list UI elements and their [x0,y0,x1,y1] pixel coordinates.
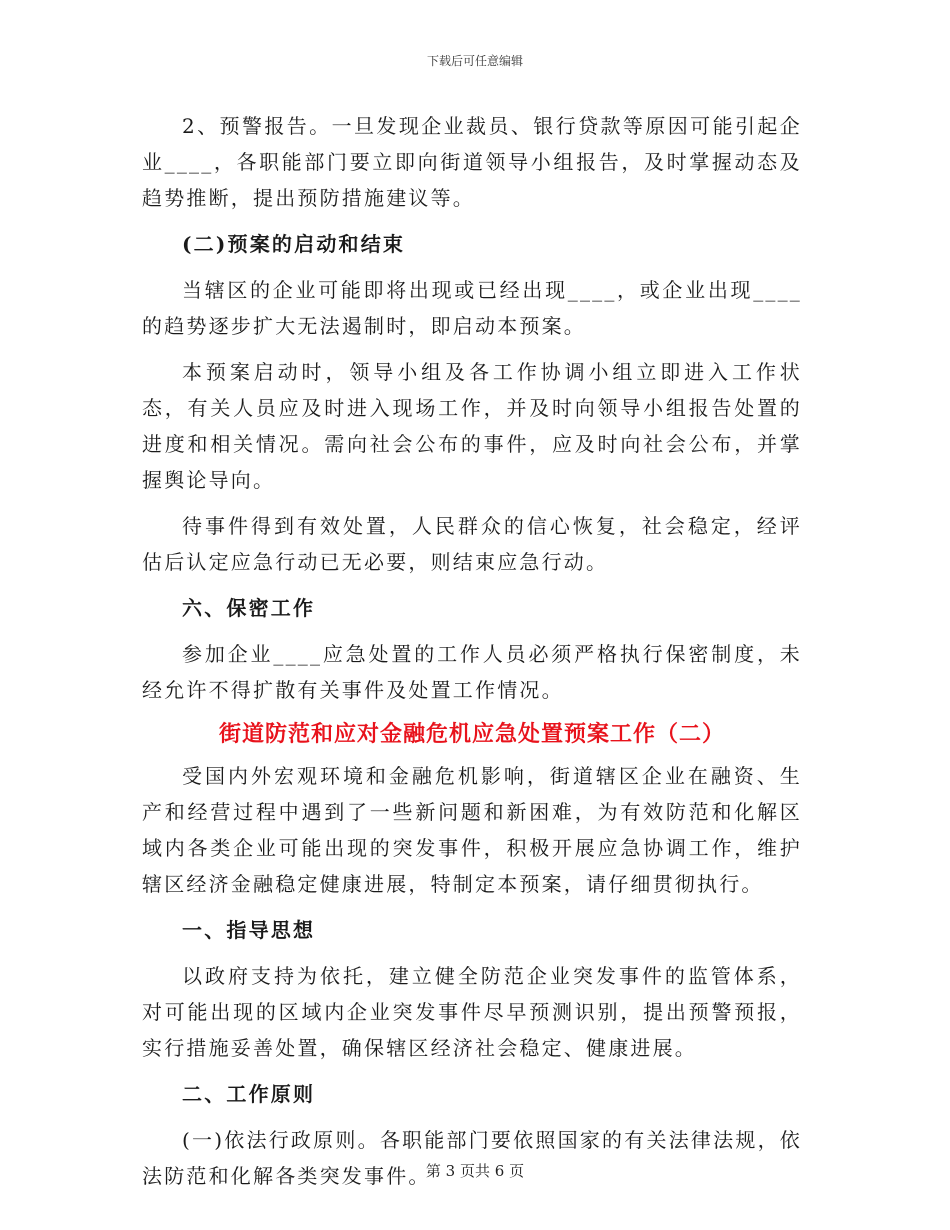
document-title: 街道防范和应对金融危机应急处置预案工作（二） [218,721,725,747]
heading-confidentiality: 六、保密工作 [182,596,316,620]
paragraph-early-warning-report: 2、预警报告。一旦发现企业裁员、银行贷款等原因可能引起企业____，各职能部门要立即向街道领导小组报告，及时掌握动态及趋势推断，提出预防措施建议等。 [142,114,802,210]
paragraph-plan-activation: 本预案启动时，领导小组及各工作协调小组立即进入工作状态，有关人员应及时进入现场工作，并及时向领导小组报告处置的进度和相关情况。需向社会公布的事件，应及时向社会公布，并掌握舆论导向。 [142,360,802,492]
paragraph-guiding-ideology: 以政府支持为依托，建立健全防范企业突发事件的监管体系，对可能出现的区域内企业突发事件尽早预测识别，提出预警预报，实行措施妥善处置，确保辖区经济社会稳定、健康进展。 [142,964,802,1060]
paragraph-law-principle: (一)依法行政原则。各职能部门要依照国家的有关法律法规，依法防范和化解各类突发事件。 [142,1128,802,1188]
paragraph-plan-trigger: 当辖区的企业可能即将出现或已经出现____，或企业出现____的趋势逐步扩大无法遏制时，即启动本预案。 [142,278,802,338]
paragraph-confidentiality: 参加企业____应急处置的工作人员必须严格执行保密制度，未经允许不得扩散有关事件及处置工作情况。 [142,642,802,702]
paragraph-plan-end: 待事件得到有效处置，人民群众的信心恢复，社会稳定，经评估后认定应急行动已无必要，则结束应急行动。 [142,514,802,574]
page-footer: 第 3 页共 6 页 [425,1162,525,1180]
document-body [142,108,802,1194]
heading-guiding-ideology: 一、指导思想 [182,918,316,942]
paragraph-background: 受国内外宏观环境和金融危机影响，街道辖区企业在融资、生产和经营过程中遇到了一些新问题和新困难，为有效防范和化解区域内各类企业可能出现的突发事件，积极开展应急协调工作，维护辖区经济金融稳定健康进展，特制定本预案，请仔细贯彻执行。 [142,764,802,896]
page-header: 下载后可任意编辑 [426,54,523,68]
heading-work-principles: 二、工作原则 [182,1082,316,1106]
heading-plan-start-end: (二)预案的启动和结束 [182,232,406,256]
